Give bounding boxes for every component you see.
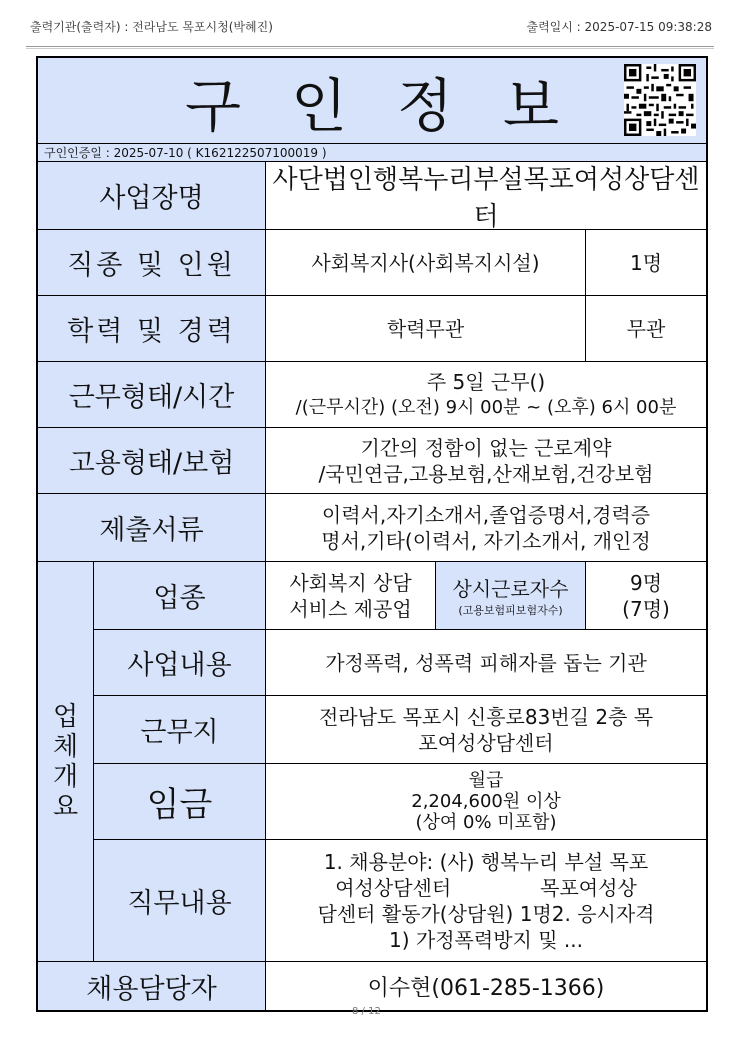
wage-type: 월급 — [468, 770, 504, 791]
side-char-2: 체 — [52, 731, 79, 762]
page-number: 8 / 12 — [352, 1006, 381, 1017]
job-value: 사회복지사(사회복지시설) — [266, 230, 586, 296]
contract-type: 기간의 정함이 없는 근로계약 — [360, 435, 612, 460]
location-value — [266, 696, 706, 764]
insurance-list: /국민연금,고용보험,산재보험,건강보험 — [318, 461, 654, 486]
documents-label: 제출서류 — [38, 494, 266, 562]
location-line-2: 포여성상담센터 — [418, 730, 554, 755]
business-value: 가정폭력, 성폭력 피해자를 돕는 기관 — [266, 630, 706, 696]
industry-line-1: 사회복지 상담 — [289, 570, 412, 595]
contact-value: 이수현(061-285-1366) — [367, 975, 605, 1001]
location-label: 근무지 — [94, 696, 266, 764]
job-posting-sheet — [36, 56, 708, 1012]
contact-label: 채용담당자 — [38, 962, 266, 1010]
qr-code-icon — [624, 64, 696, 136]
workers-value — [586, 562, 706, 630]
experience-value: 무관 — [586, 296, 706, 362]
duty-value — [266, 840, 706, 962]
job-count: 1명 — [586, 230, 706, 296]
workers-label: 상시근로자수 — [452, 577, 569, 601]
header-rule-thin — [26, 48, 714, 49]
side-char-3: 개 — [52, 761, 79, 792]
industry-line-2: 서비스 제공업 — [289, 596, 412, 621]
wage-amount: 2,204,600원 이상 — [411, 791, 561, 812]
duty-line-2: 여성상담센터 목포여성상 — [335, 875, 637, 900]
output-agency: 출력기관(출력자) : 전라남도 목포시청(박혜진) — [30, 20, 273, 34]
duty-label: 직무내용 — [94, 840, 266, 962]
documents-line-2: 명서,기타(이력서, 자기소개서, 개인정 — [321, 528, 651, 553]
wage-label: 임금 — [94, 764, 266, 840]
duty-line-4: 1) 가정폭력방지 및 ... — [389, 927, 583, 952]
header-rule — [26, 46, 714, 47]
work-type-value — [266, 362, 706, 428]
workers-total: 9명 — [629, 570, 663, 595]
documents-line-1: 이력서,자기소개서,졸업증명서,경력증 — [321, 502, 651, 527]
wage-value — [266, 764, 706, 840]
work-hours: /(근무시간) (오전) 9시 00분 ~ (오후) 6시 00분 — [295, 396, 677, 418]
employment-label: 고용형태/보험 — [38, 428, 266, 494]
job-label: 직종 및 인원 — [38, 230, 266, 296]
output-datetime: 출력일시 : 2025-07-15 09:38:28 — [526, 20, 712, 34]
title-cell — [38, 58, 706, 144]
duty-line-1: 1. 채용분야: (사) 행복누리 부설 목포 — [323, 849, 649, 874]
industry-value — [266, 562, 436, 630]
certification-line: 구인인증일 : 2025-07-10 ( K162122507100019 ) — [38, 144, 706, 162]
workers-insured: (7명) — [622, 596, 670, 621]
workers-sublabel: (고용보험피보험자수) — [458, 604, 563, 617]
overview-side-label — [38, 562, 94, 962]
employment-value — [266, 428, 706, 494]
location-line-1: 전라남도 목포시 신흥로83번길 2층 목 — [318, 704, 654, 729]
duty-line-3: 담센터 활동가(상담원) 1명2. 응시자격 — [317, 901, 655, 926]
wage-bonus: (상여 0% 미포함) — [415, 812, 557, 833]
education-label: 학력 및 경력 — [38, 296, 266, 362]
company-value: 사단법인행복누리부설목포여성상담센터 — [266, 162, 706, 230]
work-days: 주 5일 근무() — [426, 369, 546, 394]
industry-label: 업종 — [94, 562, 266, 630]
company-label: 사업장명 — [38, 162, 266, 230]
documents-value — [266, 494, 706, 562]
side-char-1: 업 — [52, 701, 79, 732]
workers-label-cell — [436, 562, 586, 630]
side-char-4: 요 — [52, 791, 79, 822]
education-value: 학력무관 — [266, 296, 586, 362]
business-label: 사업내용 — [94, 630, 266, 696]
page-title: 구인정보 — [184, 71, 610, 140]
work-type-label: 근무형태/시간 — [38, 362, 266, 428]
